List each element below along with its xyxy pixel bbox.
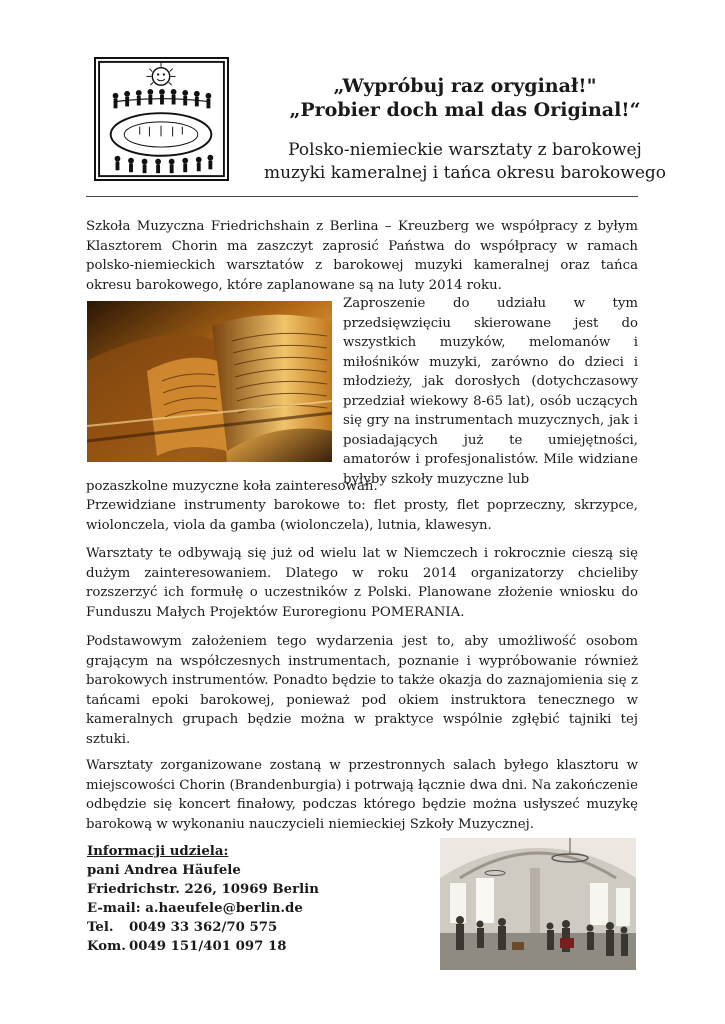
paragraph-goals: Podstawowym założeniem tego wydarzenia jest to, aby umożliwość osobom grającym na współczesnych instrumentach, poznanie i wypróbowanie również barokowych instrumentów. Ponadto będzie to także okazja do zaznajomienia się z tańcami epoki barokowej, ponieważ pod okiem instruktora tenecznego w kameralnych grupach będzie można w praktyce wspólnie zgłębić tajniki tej sztuki. (86, 634, 638, 747)
header-divider (86, 196, 638, 197)
mobile-label: Kom. (87, 939, 126, 954)
concert-hall-photo (440, 838, 636, 970)
title-german: „Probier doch mal das Original!“ (289, 99, 641, 121)
woodcut-illustration (94, 57, 229, 181)
title-polish: „Wypróbuj raz oryginał!" (333, 75, 597, 97)
paragraph-invitation-end: pozaszkolne muzyczne koła zainteresowań. (86, 479, 378, 494)
sheet-music-photo (87, 301, 332, 462)
contact-name: pani Andrea Häufele (87, 863, 241, 878)
phone-label: Tel. (87, 920, 114, 935)
contact-address: Friedrichstr. 226, 10969 Berlin (87, 882, 319, 897)
subtitle-line-2: muzyki kameralnej i tańca okresu barokowego (263, 163, 667, 183)
contact-block (87, 842, 319, 956)
contact-email[interactable]: E-mail: a.haeufele@berlin.de (87, 901, 303, 916)
contact-heading: Informacji udziela: (87, 844, 229, 859)
phone-value[interactable]: 0049 33 362/70 575 (129, 920, 278, 935)
paragraph-invitation: Zaproszenie do udziału w tym przedsięwzięciu skierowane jest do wszystkich muzyków, melomanów i miłośników muzyki, zarówno do dzieci i młodzieży, jak dorosłych (dotychczasowy przedział wiekowy 8-65 lat), osób uczących się gry na instrumentach muzycznych, jak i posiadających już te umiejętności, amatorów i profesjonalistów. Mile widziane byłyby szkoły muzyczne lub (343, 296, 638, 487)
paragraph-instruments: Przewidziane instrumenty barokowe to: flet prosty, flet poprzeczny, skrzypce, wiolonczela, viola da gamba (wiolonczela), lutnia, klawesyn. (86, 498, 638, 533)
paragraph-history: Warsztaty te odbywają się już od wielu lat w Niemczech i rokrocznie cieszą się dużym zainteresowaniem. Dlatego w roku 2014 organizatorzy chcieliby rozszerzyć ich formułę o uczestników z Polski. Planowane złożenie wniosku do Funduszu Małych Projektów Euroregionu POMERANIA. (86, 546, 638, 620)
paragraph-venue: Warsztaty zorganizowane zostaną w przestronnych salach byłego klasztoru w miejscowości Chorin (Brandenburgia) i potrwają łącznie dwa dni. Na zakończenie odbędzie się koncert finałowy, podczas którego będzie można usłyszeć muzykę barokową w wykonaniu nauczycieli niemieckiej Szkoły Muzycznej. (86, 758, 638, 832)
contact-mobile (87, 937, 319, 956)
paragraph-intro: Szkoła Muzyczna Friedrichshain z Berlina – Kreuzberg we współpracy z byłym Klasztorem Chorin ma zaszczyt zaprosić Państwa do współpracy w ramach polsko-niemieckich warsztatów z barokowej muzyki kameralnej oraz tańca okresu barokowego, które zaplanowane są na luty 2014 roku. (86, 219, 638, 293)
mobile-value[interactable]: 0049 151/401 097 18 (129, 939, 287, 954)
subtitle-line-1: Polsko-niemieckie warsztaty z barokowej (288, 140, 642, 160)
contact-phone (87, 918, 319, 937)
